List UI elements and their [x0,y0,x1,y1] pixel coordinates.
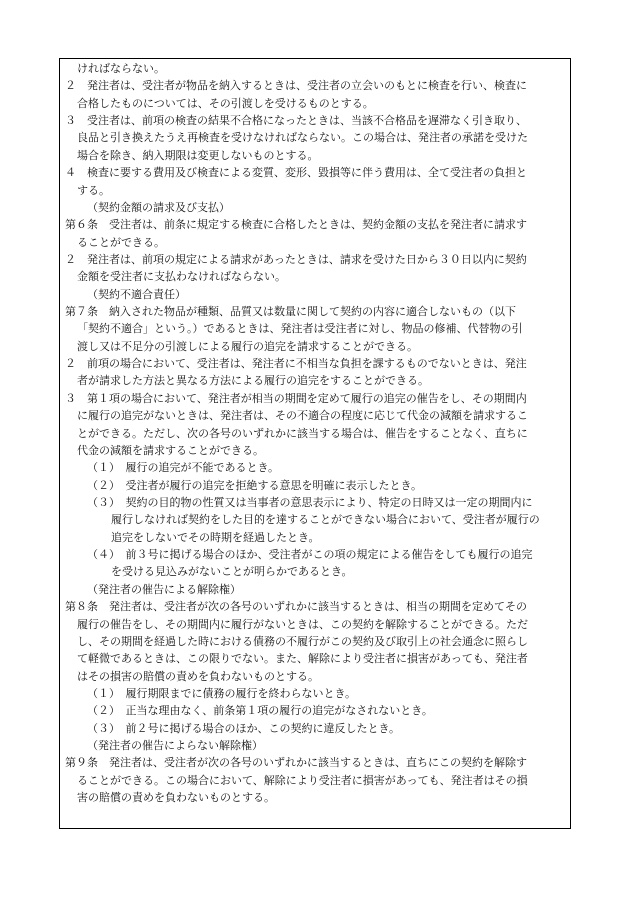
text-line: ４ 検査に要する費用及び検査による変質、変形、毀損等に伴う費用は、全て受注者の負担と [65,166,527,180]
text-line: 追完をしないでその時期を経過したとき。 [111,530,320,544]
text-line: とができる。ただし、次の各号のいずれかに該当する場合は、催告をすることなく、直ちに [77,426,528,440]
text-line: 第８条 発注者は、受注者が次の各号のいずれかに該当するときは、相当の期間を定めてその [65,600,527,614]
contract-text-body [65,60,570,806]
text-line: （契約金額の請求及び支払） [87,200,230,214]
text-line: （２） 受注者が履行の追完を拒絶する意思を明確に表示したとき。 [87,478,423,492]
text-line: ２ 発注者は、受注者が物品を納入するときは、受注者の立会いのもとに検査を行い、検査に [65,79,527,93]
text-line: ３ 受注者は、前項の検査の結果不合格になったときは、当該不合格品を遅滞なく引き取り、 [65,114,527,128]
text-line: （４） 前３号に掲げる場合のほか、受注者がこの項の規定による催告をしても履行の追完 [87,548,533,562]
text-line: ることができる。この場合において、解除により受注者に損害があっても、発注者はその損 [77,773,528,787]
text-line: 履行しなければ契約をした目的を達することができない場合において、受注者が履行の [111,513,540,527]
text-line: 第７条 納入された物品が種類、品質又は数量に関して契約の内容に適合しないもの（以下 [65,305,516,319]
text-line: はその損害の賠償の責めを負わないものとする。 [77,669,319,683]
text-line: （発注者の催告による解除権） [87,582,241,596]
text-line: 合格したものについては、その引渡しを受けるものとする。 [77,96,374,110]
text-line: て軽微であるときは、この限りでない。また、解除により受注者に損害があっても、発注者 [77,652,528,666]
text-line: ２ 発注者は、前項の規定による請求があったときは、請求を受けた日から３０日以内に契約 [65,252,527,266]
text-line: 第９条 発注者は、受注者が次の各号のいずれかに該当するときは、直ちにこの契約を解除す [65,756,527,770]
text-line: ３ 第１項の場合において、発注者が相当の期間を定めて履行の追完の催告をし、その期間内 [65,391,527,405]
text-line: （３） 契約の目的物の性質又は当事者の意思表示により、特定の日時又は一定の期間内に [87,495,533,509]
text-line: 代金の減額を請求することができる。 [77,443,264,457]
text-line: 金額を受注者に支払わなければならない。 [77,270,286,284]
text-line: ければならない。 [77,62,165,75]
text-line: （３） 前２号に掲げる場合のほか、この契約に違反したとき。 [87,721,401,735]
text-line: ることができる。 [77,235,165,249]
text-line: 害の賠償の責めを負わないものとする。 [77,791,275,805]
text-line: （２） 正当な理由なく、前条第１項の履行の追完がなされないとき。 [87,704,433,718]
text-line: （発注者の催告によらない解除権） [87,739,263,753]
text-line: 「契約不適合」という。）であるときは、発注者は受注者に対し、物品の修補、代替物の引 [77,322,523,336]
text-line: （１） 履行の追完が不能であるとき。 [87,461,280,475]
text-line: する。 [77,183,110,197]
text-line: 渡し又は不足分の引渡しによる履行の追完を請求することができる。 [77,339,418,353]
text-line: 者が請求した方法と異なる方法による履行の追完をすることができる。 [77,374,429,388]
text-line: 第６条 受注者は、前条に規定する検査に合格したときは、契約金額の支払を発注者に請求す [65,218,527,232]
text-line: 良品と引き換えたうえ再検査を受けなければならない。この場合は、発注者の承諾を受けた [77,131,528,145]
text-line: を受ける見込みがないことが明らかであるとき。 [111,565,353,579]
text-line: （契約不適合責任） [87,287,186,301]
text-line: 場合を除き、納入期限は変更しないものとする。 [77,148,319,162]
text-line: ２ 前項の場合において、受注者は、発注者に不相当な負担を課するものでないときは、発注 [65,357,527,371]
text-line: し、その期間を経過した時における債務の不履行がこの契約及び取引上の社会通念に照らし [77,634,528,648]
text-line: 履行の催告をし、その期間内に履行がないときは、この契約を解除することができる。ただ [77,617,528,631]
text-line: に履行の追完がないときは、発注者は、その不適合の程度に応じて代金の減額を請求するこ [77,409,528,423]
text-line: （１） 履行期限までに債務の履行を終わらないとき。 [87,686,357,700]
